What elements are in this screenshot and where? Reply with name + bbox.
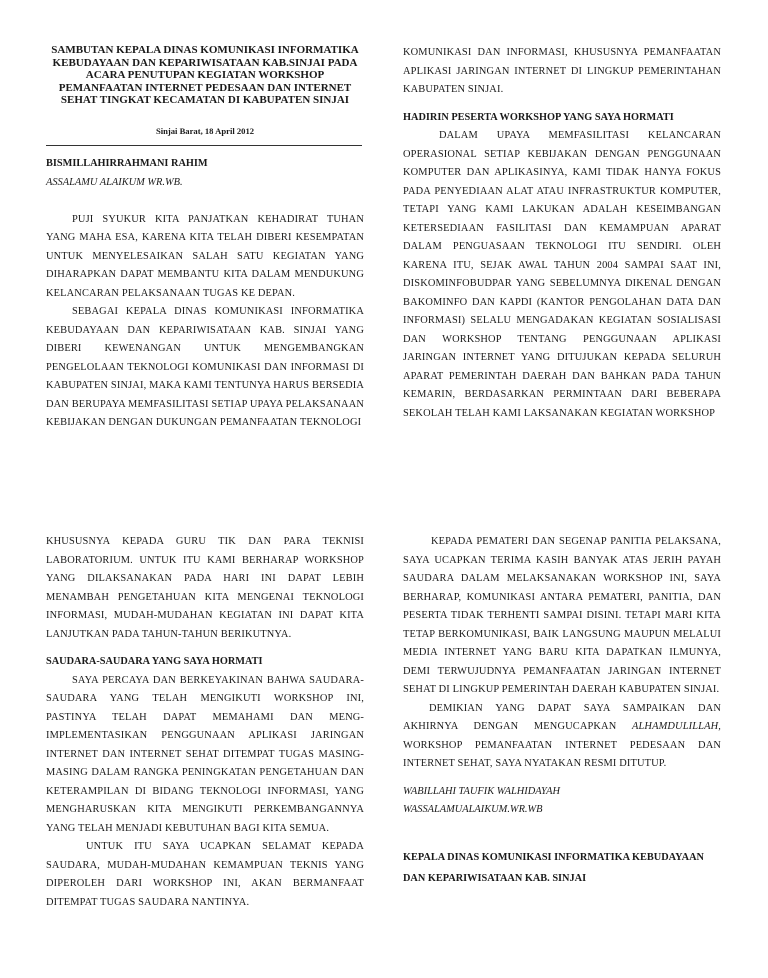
paragraph: SEBAGAI KEPALA DINAS KOMUNIKASI INFORMATIKA KEBUDAYAAN DAN KEPARIWISATAAN KAB. SINJAI YANG DIBERI KEWENANGAN UNTUK MENGEMBANGKAN PENGELOLAAN TEKNOLOGI KOMUNIKASI DAN INFORMASI DI KABUPATEN SINJAI, MAKA KAMI TENTUNYA HARUS BERSEDIA DAN BERUPAYA MEMFASILITASI SETIAP UPAYA PELAKSANAAN KEBIJAKAN DENGAN DUKUNGAN PEMANFAATAN TEKNOLOGI: [46, 306, 364, 428]
paragraph: DALAM UPAYA MEMFASILITASI KELANCARAN OPERASIONAL SETIAP KEBIJAKAN DENGAN PENGGUNAAN KOMPUTER DAN APLIKASINYA, KAMI TIDAK HANYA FOKUS PADA PENYEDIAAN ALAT ATAU INFRASTRUKTUR KOMPUTER, TETAPI YANG KAMI LAKUKAN ADALAH KESEIMBANGAN KETERSEDIAAN FASILITASI DAN KEMAMPUAN APARAT DALAM PENGUASAAN TEKNOLOGI ITU SENDIRI. OLEH KARENA ITU, SEJAK AWAL TAHUN 2004 SAMPAI SAAT INI, DISKOMINFOBUDPAR YANG SEBELUMNYA DIKENAL DENGAN BAKOMINFO DAN KAPDI (KANTOR PENGOLAHAN DATA DAN INFORMASI) SELALU MENGADAKAN KEGIATAN SOSIALISASI DAN WORKSHOP TENTANG PENGGUNAAN APLIKASI JARINGAN INTERNET YANG DITUJUKAN KEPADA SELURUH APARAT PEMERINTAH DAERAH DAN BAHKAN PADA TAHUN KEMARIN, BERDASARKAN PERMINTAAN DARI BEBERAPA SEKOLAH TELAH KAMI LAKSANAKAN KEGIATAN WORKSHOP: [403, 130, 721, 419]
paragraph: KOMUNIKASI DAN INFORMASI, KHUSUSNYA PEMANFAATAN APLIKASI JARINGAN INTERNET DI LINGKUP PEMERINTAHAN KABUPATEN SINJAI.: [403, 47, 721, 95]
paragraph: KHUSUSNYA KEPADA GURU TIK DAN PARA TEKNISI LABORATORIUM. UNTUK ITU KAMI BERHARAP WORKSHOP YANG DILAKSANAKAN PADA HARI INI DAPAT LEBIH MENAMBAH PENGETAHUAN KITA MENGENAI TEKNOLOGI INFORMASI, MUDAH-MUDAHAN KEGIATAN INI DAPAT KITA LANJUTKAN PADA TAHUN-TAHUN BERIKUTNYA.: [46, 536, 364, 640]
column-bottom-right: [403, 533, 721, 889]
column-top-right: [403, 44, 721, 423]
paragraph-text: WORKSHOP PEMANFAATAN INTERNET PEDESAAN DAN INTERNET SEHAT, SAYA NYATAKAN RESMI DITUTUP.: [403, 739, 721, 769]
section-heading: HADIRIN PESERTA WORKSHOP YANG SAYA HORMATI: [403, 111, 674, 123]
opening-greeting: ASSALAMU ALAIKUM WR.WB.: [46, 176, 183, 188]
signature-title: KEPALA DINAS KOMUNIKASI INFORMATIKA KEBUDAYAAN DAN KEPARIWISATAAN KAB. SINJAI: [403, 852, 704, 884]
section-heading: SAUDARA-SAUDARA YANG SAYA HORMATI: [46, 656, 263, 667]
place-date: Sinjai Barat, 18 April 2012: [155, 126, 255, 136]
bismillah-heading: BISMILLAHIRRAHMANI RAHIM: [46, 158, 208, 169]
paragraph: KEPADA PEMATERI DAN SEGENAP PANITIA PELAKSANA, SAYA UCAPKAN TERIMA KASIH BANYAK ATAS JERIH PAYAH SAUDARA DALAM MELAKSANAKAN WORKSHOP INI, SAYA BERHARAP, KOMUNIKASI ANTARA PEMATERI, PANITIA, DAN PESERTA TIDAK TERHENTI SAMPAI DISINI. TETAPI MARI KITA TETAP BERKOMUNIKASI, BAIK LANGSUNG MAUPUN MELALUI MEDIA INTERNET YANG BARU KITA DAPATKAN ILMUNYA, DEMI TERWUJUDNYA PEMANFAATAN JARINGAN INTERNET SEHAT DI LINGKUP PEMERINTAH DAERAH KABUPATEN SINJAI.: [403, 536, 721, 695]
title-divider: [46, 145, 362, 146]
closing-prayer: WABILLAHI TAUFIK WALHIDAYAH: [403, 785, 560, 797]
paragraph: UNTUK ITU SAYA UCAPKAN SELAMAT KEPADA SAUDARA, MUDAH-MUDAHAN KEMAMPUAN TEKNIS YANG DIPEROLEH DARI WORKSHOP INI, AKAN BERMANFAAT DITEMPAT TUGAS SAUDARA NANTINYA.: [46, 841, 364, 908]
paragraph: [403, 700, 721, 774]
paragraph: SAYA PERCAYA DAN BERKEYAKINAN BAHWA SAUDARA-SAUDARA YANG TELAH MENGIKUTI WORKSHOP INI, PASTINYA TELAH DAPAT MEMAHAMI DAN MENG-IMPLEMENTASIKAN PENGGUNAAN APLIKASI JARINGAN INTERNET DAN INTERNET SEHAT DITEMPAT TUGAS MASING-MASING DALAM RANGKA PENINGKATAN PENGETAHUAN DAN KETERAMPILAN DI BIDANG TEKNOLOGI INFORMASI, YANG MENGHARUSKAN KITA MENGIKUTI PERKEMBANGANNYA YANG TELAH MENJADI KEBUTUHAN BAGI KITA SEMUA.: [46, 674, 364, 834]
column-bottom-left: [46, 533, 364, 912]
column-top-left: [46, 155, 364, 433]
paragraph: PUJI SYUKUR KITA PANJATKAN KEHADIRAT TUHAN YANG MAHA ESA, KARENA KITA TELAH DIBERI KESEMPATAN UNTUK MENYELESAIKAN SALAH SATU KEGIATAN YANG DIHARAPKAN DAPAT MEMBANTU KITA DALAM MENDUKUNG KELANCARAN PELAKSANAAN TUGAS KE DEPAN.: [46, 213, 364, 299]
emphasis-text: ALHAMDULILLAH,: [632, 721, 721, 732]
closing-salam: WASSALAMUALAIKUM.WR.WB: [403, 804, 543, 815]
document-title: SAMBUTAN KEPALA DINAS KOMUNIKASI INFORMATIKA KEBUDAYAAN DAN KEPARIWISATAAN KAB.SINJAI PADA ACARA PENUTUPAN KEGIATAN WORKSHOP PEMANFAATAN INTERNET PEDESAAN DAN INTERNET SEHAT TINGKAT KECAMATAN DI KABUPATEN SINJAI: [51, 44, 359, 107]
paragraph-text: DEMIKIAN YANG DAPAT SAYA SAMPAIKAN DAN AKHIRNYA DENGAN MENGUCAPKAN: [403, 702, 721, 732]
